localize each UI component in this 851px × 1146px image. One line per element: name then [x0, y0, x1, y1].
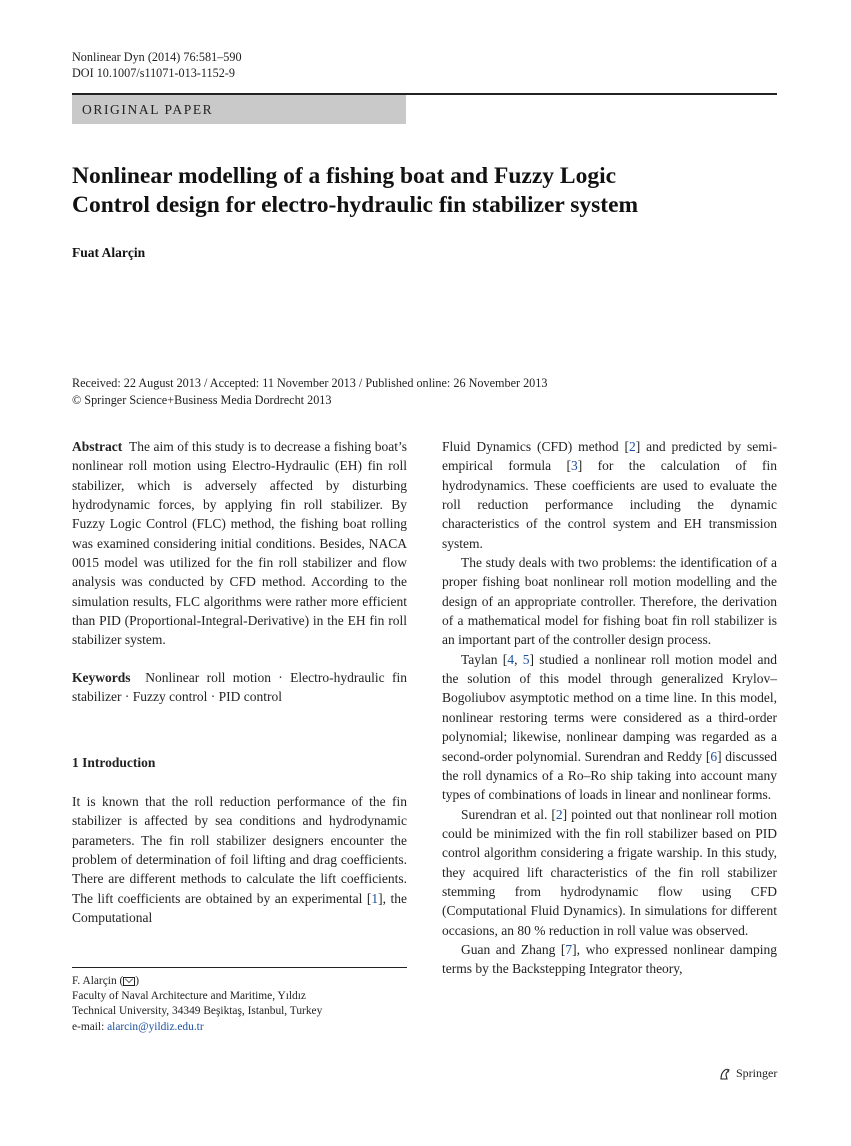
- paper-type-label: ORIGINAL PAPER: [82, 101, 214, 117]
- citation-link[interactable]: 1: [371, 890, 379, 906]
- footnote-rule: [72, 967, 407, 968]
- paper-type-banner: [72, 95, 406, 124]
- publisher-logo: [718, 1066, 777, 1081]
- springer-horse-icon: [718, 1067, 732, 1081]
- paragraph-taylan: Taylan [4, 5] studied a nonlinear roll motion model and the solution of this model through generalized Krylov–Bogoliubov asymptotic method on a time line. In this model, nonlinear restoring terms were considered as a third-order polynomial; likewise, nonlinear damping was regarded as a second-order polynomial. Surendran and Reddy [6] discussed the roll dynamics of a Ro–Ro ship taking into account many types of combinations of loads in linear and nonlinear forms.: [442, 651, 778, 803]
- paper-title: [72, 162, 772, 220]
- affiliation-line-2: Technical University, 34349 Beşiktaş, Istanbul, Turkey: [72, 1005, 323, 1018]
- citation-link[interactable]: 3: [571, 458, 578, 474]
- paragraph-guan: Guan and Zhang [7], who expressed nonlinear damping terms by the Backstepping Integrator theory,: [442, 941, 778, 977]
- citation-link[interactable]: 2: [629, 439, 636, 454]
- dates-line: Received: 22 August 2013 / Accepted: 11 November 2013 / Published online: 26 November 2013: [72, 376, 548, 390]
- paragraph-problems: The study deals with two problems: the identification of a proper fishing boat nonlinear roll motion modelling and the design of an appropriate controller. Therefore, the derivation of a mathematical model for fishing boat fin roll stabilizer is an important part of the controller design process.: [442, 555, 777, 648]
- keywords: [72, 668, 407, 707]
- citation-link[interactable]: 6: [710, 748, 718, 764]
- abstract-label: Abstract: [72, 439, 123, 454]
- journal-citation: Nonlinear Dyn (2014) 76:581–590: [72, 50, 242, 64]
- keywords-text: Nonlinear roll motion · Electro-hydraulic fin stabilizer · Fuzzy control · PID control: [72, 669, 407, 705]
- citation-link[interactable]: 5: [522, 651, 530, 667]
- publication-dates: [72, 375, 547, 409]
- author-name: Fuat Alarçin: [72, 245, 146, 260]
- doi: DOI 10.1007/s11071-013-1152-9: [72, 66, 235, 80]
- email-line: e-mail: alarcin@yildiz.edu.tr: [72, 1020, 204, 1033]
- affiliation-line-1: Faculty of Naval Architecture and Maritime, Yıldız: [72, 990, 306, 1003]
- abstract: [72, 437, 407, 650]
- right-column: [442, 437, 777, 979]
- section-heading-introduction: 1 Introduction: [72, 755, 156, 771]
- citation-link[interactable]: 2: [555, 806, 563, 822]
- keywords-label: Keywords: [72, 669, 131, 685]
- left-column: [72, 437, 407, 927]
- paragraph-cfd: Fluid Dynamics (CFD) method [2] and predicted by semi-empirical formula [3] for the calculation of fin hydrodynamics. These coefficients are used to evaluate the roll reduction performance including the dynamic characteristics of the control system and EH transmission system.: [442, 439, 777, 551]
- journal-header: [72, 49, 242, 81]
- citation-link[interactable]: 7: [565, 941, 573, 957]
- copyright-line: © Springer Science+Business Media Dordrecht 2013: [72, 393, 332, 407]
- email-link[interactable]: alarcin@yildiz.edu.tr: [107, 1020, 204, 1033]
- envelope-icon: [123, 977, 135, 986]
- publisher-name: Springer: [736, 1066, 778, 1080]
- citation-link[interactable]: 4: [507, 651, 515, 667]
- title-line-2: Control design for electro-hydraulic fin stabilizer system: [72, 192, 639, 218]
- abstract-text: The aim of this study is to decrease a fishing boat’s nonlinear roll motion using Electro-Hydraulic (EH) fin roll stabilizer, which is adversely affected by disturbing hydrodynamic forces, by applying fin roll stabilizer. By Fuzzy Logic Control (FLC) method, the fishing boat rolling was examined considering initial conditions. Besides, NACA 0015 model was utilized for the fin roll stabilizer and flow analysis was conducted by CFD method. According to the simulation results, FLC algorithms were rather more efficient than PID (Proportional-Integral-Derivative) in the EH fin roll stabilizer system.: [72, 439, 407, 648]
- intro-paragraph: It is known that the roll reduction performance of the fin stabilizer is affected by sea conditions and hydrodynamic parameters. The fin roll stabilizer designers encounter the problem of determination of foil lifting and drag coefficients. There are different methods to calculate the lift coefficients. The lift coefficients are obtained by an experimental [1], the Computational: [72, 793, 407, 925]
- paragraph-surendran: Surendran et al. [2] pointed out that nonlinear roll motion could be minimized with the fin roll stabilizer based on PID control algorithm considering a frigate warship. In this study, they acquired lift characteristics of the fin roll stabilizer stemming from hydrodynamic flow using CFD (Computational Fluid Dynamics). In simulations for different occasions, an 80 % reduction in roll value was observed.: [442, 806, 777, 938]
- title-line-1: Nonlinear modelling of a fishing boat and Fuzzy Logic: [72, 163, 617, 189]
- author-footnote: [72, 974, 412, 1035]
- corresponding-author: F. Alarçin ( ): [72, 975, 140, 987]
